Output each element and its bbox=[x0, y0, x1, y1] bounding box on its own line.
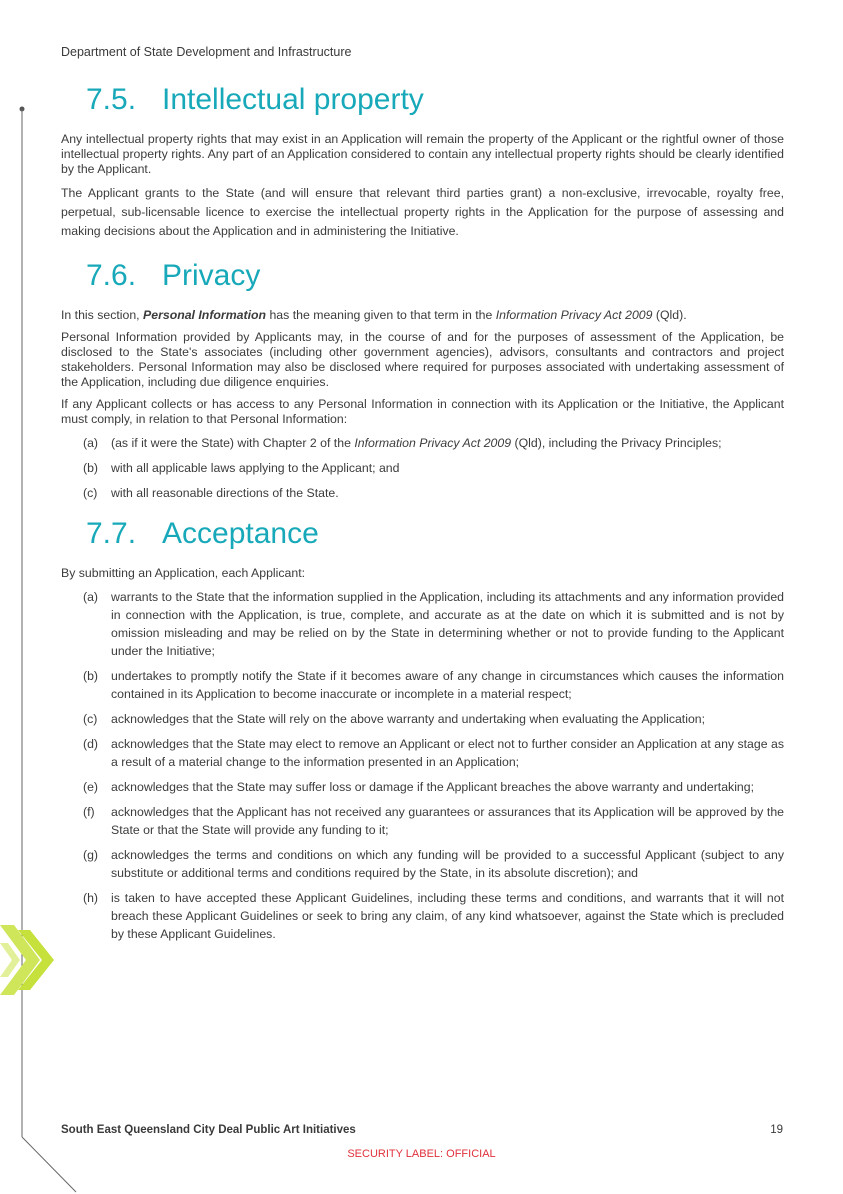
list-item bbox=[61, 484, 784, 502]
list-label: (f) bbox=[83, 805, 95, 819]
section-heading-7-5 bbox=[61, 80, 784, 120]
paragraph: If any Applicant collects or has access to any Personal Information in connection with its Application or the Initiative, the Applicant must comply, in relation to that Personal Information: bbox=[61, 397, 784, 426]
list-label: (c) bbox=[83, 486, 98, 500]
list-label: (b) bbox=[83, 669, 99, 683]
list-text: acknowledges that the Applicant has not received any guarantees or assurances that its Application will be approved by the State or that the State will provide any funding to it; bbox=[111, 805, 784, 837]
list-text: acknowledges that the State may suffer loss or damage if the Applicant breaches the above warranty and undertaking; bbox=[111, 780, 755, 794]
list-item bbox=[61, 889, 784, 943]
department-header: Department of State Development and Infrastructure bbox=[61, 45, 352, 59]
list-item bbox=[61, 459, 784, 477]
paragraph-definition bbox=[61, 308, 784, 323]
list-label: (c) bbox=[83, 712, 98, 726]
list-text bbox=[111, 434, 784, 452]
document-body bbox=[61, 80, 784, 950]
list-item bbox=[61, 434, 784, 452]
defined-term: Personal Information bbox=[143, 308, 267, 322]
paragraph: By submitting an Application, each Applicant: bbox=[61, 566, 306, 580]
list-item bbox=[61, 803, 784, 839]
list-item bbox=[61, 588, 784, 660]
list-text: with all reasonable directions of the State. bbox=[111, 486, 339, 500]
section-number: 7.5. bbox=[86, 83, 137, 116]
list-text: acknowledges that the State may elect to remove an Applicant or elect not to further consider an Application at any stage as a result of a material change to the information presented in an Application; bbox=[111, 737, 784, 769]
list-text: is taken to have accepted these Applicant Guidelines, including these terms and conditions, and warrants that it will not breach these Applicant Guidelines or seek to bring any claim, of any kind whatsoever, against the State which is precluded by these Applicant Guidelines. bbox=[111, 891, 784, 941]
list-item bbox=[61, 846, 784, 882]
section-title: Privacy bbox=[162, 259, 261, 292]
list-text: undertakes to promptly notify the State if it becomes aware of any change in circumstances which causes the information contained in its Application to become inaccurate or incomplete in a material respect; bbox=[111, 669, 784, 701]
section-number: 7.7. bbox=[86, 517, 137, 550]
text-run: (Qld). bbox=[652, 308, 687, 322]
security-label: SECURITY LABEL: OFFICIAL bbox=[347, 1148, 496, 1160]
list-text: acknowledges the terms and conditions on which any funding will be provided to a successful Applicant (subject to any substitute or additional terms and conditions required by the State, in its absolute discretion); and bbox=[111, 848, 784, 880]
footer-title: South East Queensland City Deal Public Art Initiatives bbox=[61, 1124, 356, 1136]
text-run: (Qld), including the Privacy Principles; bbox=[511, 436, 722, 450]
list-label: (g) bbox=[83, 848, 99, 862]
text-run: In this section, bbox=[61, 308, 144, 322]
text-run: has the meaning given to that term in the bbox=[266, 308, 496, 322]
act-name: Information Privacy Act 2009 bbox=[495, 308, 653, 322]
list-label: (b) bbox=[83, 461, 99, 475]
paragraph: Personal Information provided by Applicants may, in the course of and for the purposes of assessment of the Application, be disclosed to the State's associates (including other government agencies), advisors, consultants and contractors and project stakeholders. Personal Information may also be disclosed where required for purposes associated with undertaking assessment of the Application, including due diligence enquiries. bbox=[61, 330, 784, 389]
section-heading-7-7 bbox=[61, 514, 784, 554]
list-label: (e) bbox=[83, 780, 99, 794]
paragraph: The Applicant grants to the State (and will ensure that relevant third parties grant) a non-exclusive, irrevocable, royalty free, perpetual, sub-licensable licence to exercise the intellectual property rights in the Application for the purpose of assessing and making decisions about the Application and in administering the Initiative. bbox=[61, 186, 784, 238]
list-label: (a) bbox=[83, 590, 99, 604]
section-number: 7.6. bbox=[86, 259, 137, 292]
list-label: (h) bbox=[83, 891, 99, 905]
list-item bbox=[61, 710, 784, 728]
list-item bbox=[61, 778, 784, 796]
list-text: acknowledges that the State will rely on the above warranty and undertaking when evaluating the Application; bbox=[111, 712, 706, 726]
text-run: (as if it were the State) with Chapter 2 of the bbox=[111, 436, 355, 450]
list-text: warrants to the State that the information supplied in the Application, including its attachments and any information provided in connection with the Application, is true, complete, and accurate as at the date on which it is submitted and is not by omission misleading and may be relied on by the State in determining whether or not to provide funding to the Applicant under the Initiative; bbox=[111, 590, 784, 658]
list-item bbox=[61, 735, 784, 771]
acceptance-list bbox=[61, 588, 784, 943]
paragraph: Any intellectual property rights that may exist in an Application will remain the property of the Applicant or the rightful owner of those intellectual property rights. Any part of an Application considered to contain any intellectual property rights should be clearly identified by the Applicant. bbox=[61, 132, 784, 176]
list-text: with all applicable laws applying to the Applicant; and bbox=[111, 461, 400, 475]
list-label: (a) bbox=[83, 436, 99, 450]
act-name: Information Privacy Act 2009 bbox=[354, 436, 512, 450]
chevron-arrows-icon bbox=[0, 925, 60, 995]
page-number: 19 bbox=[770, 1124, 783, 1136]
section-title: Acceptance bbox=[162, 517, 319, 550]
list-item bbox=[61, 667, 784, 703]
section-heading-7-6 bbox=[61, 256, 784, 296]
list-label: (d) bbox=[83, 737, 99, 751]
section-title: Intellectual property bbox=[162, 83, 424, 116]
